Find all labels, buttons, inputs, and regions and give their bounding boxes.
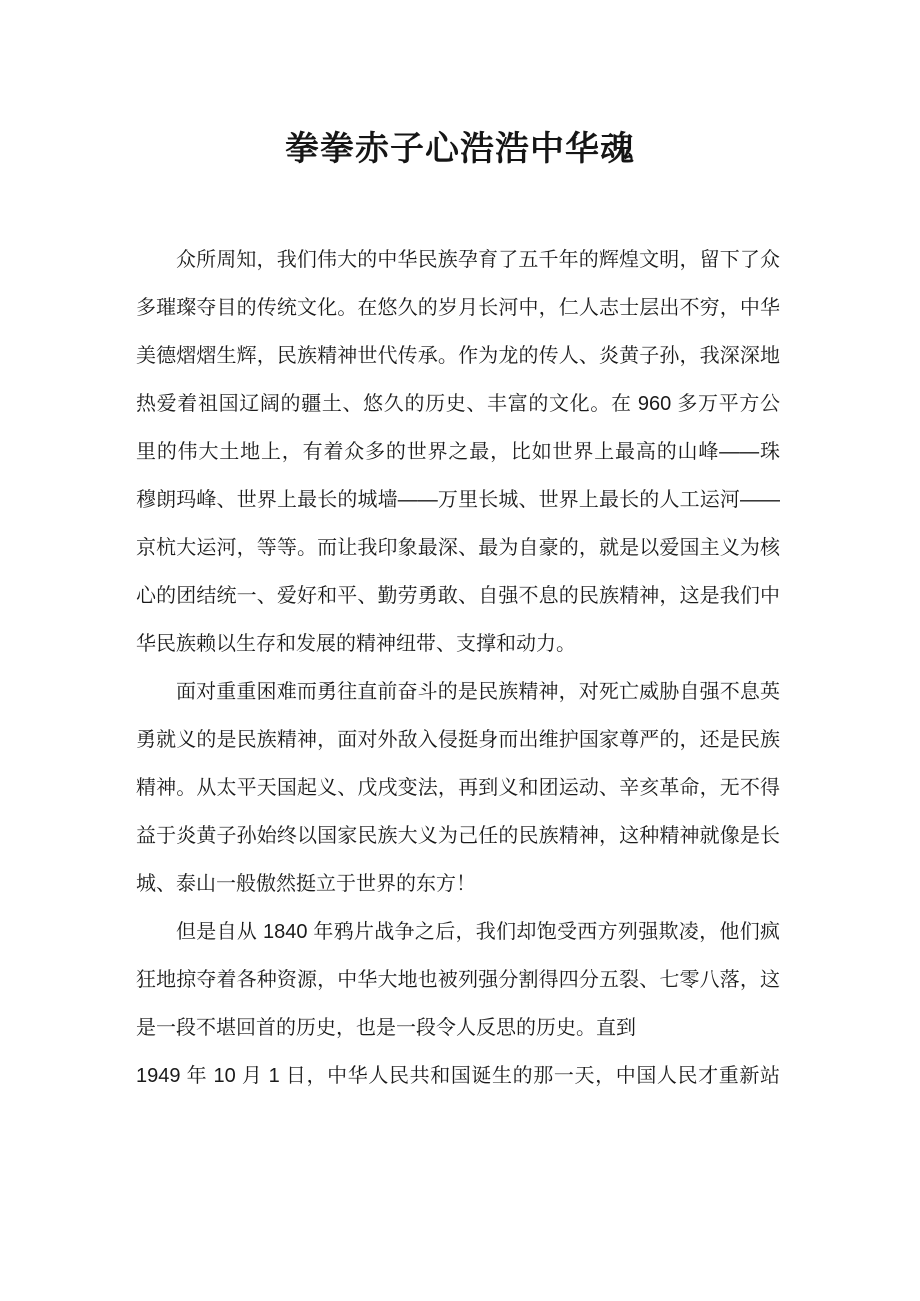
text-line: 益于炎黄子孙始终以国家民族大义为己任的民族精神，这种精神就像是长: [136, 825, 780, 847]
text-line: 是一段不堪回首的历史，也是一段令人反思的历史。直到: [136, 1017, 636, 1039]
text-line: 多璀璨夺目的传统文化。在悠久的岁月长河中，仁人志士层出不穷，中华: [136, 297, 780, 319]
text-line: 但是自从 1840 年鸦片战争之后，我们却饱受西方列强欺凌，他们疯: [176, 921, 780, 943]
text-line: 心的团结统一、爱好和平、勤劳勇敢、自强不息的民族精神，这是我们中: [136, 585, 780, 607]
text-line: 面对重重困难而勇往直前奋斗的是民族精神，对死亡威胁自强不息英: [176, 681, 780, 703]
text-line: 1949 年 10 月 1 日，中华人民共和国诞生的那一天，中国人民才重新站: [136, 1065, 780, 1087]
text-line: 里的伟大土地上，有着众多的世界之最，比如世界上最高的山峰——珠: [136, 441, 780, 463]
document-body: [136, 236, 780, 1100]
text-line: 城、泰山一般傲然挺立于世界的东方！: [136, 873, 476, 895]
text-line: 华民族赖以生存和发展的精神纽带、支撑和动力。: [136, 633, 576, 655]
text-line: 众所周知，我们伟大的中华民族孕育了五千年的辉煌文明，留下了众: [176, 249, 780, 271]
text-line: 狂地掠夺着各种资源，中华大地也被列强分割得四分五裂、七零八落，这: [136, 969, 780, 991]
text-line: 京杭大运河，等等。而让我印象最深、最为自豪的，就是以爱国主义为核: [136, 537, 780, 559]
document-title: 拳拳赤子心浩浩中华魂: [285, 131, 635, 168]
text-line: 热爱着祖国辽阔的疆土、悠久的历史、丰富的文化。在 960 多万平方公: [136, 393, 780, 415]
text-line: 美德熠熠生辉，民族精神世代传承。作为龙的传人、炎黄子孙，我深深地: [136, 345, 780, 367]
text-line: 穆朗玛峰、世界上最长的城墙——万里长城、世界上最长的人工运河——: [136, 489, 780, 511]
text-line: 勇就义的是民族精神，面对外敌入侵挺身而出维护国家尊严的，还是民族: [136, 729, 780, 751]
text-line: 精神。从太平天国起义、戊戌变法，再到义和团运动、辛亥革命，无不得: [136, 777, 780, 799]
